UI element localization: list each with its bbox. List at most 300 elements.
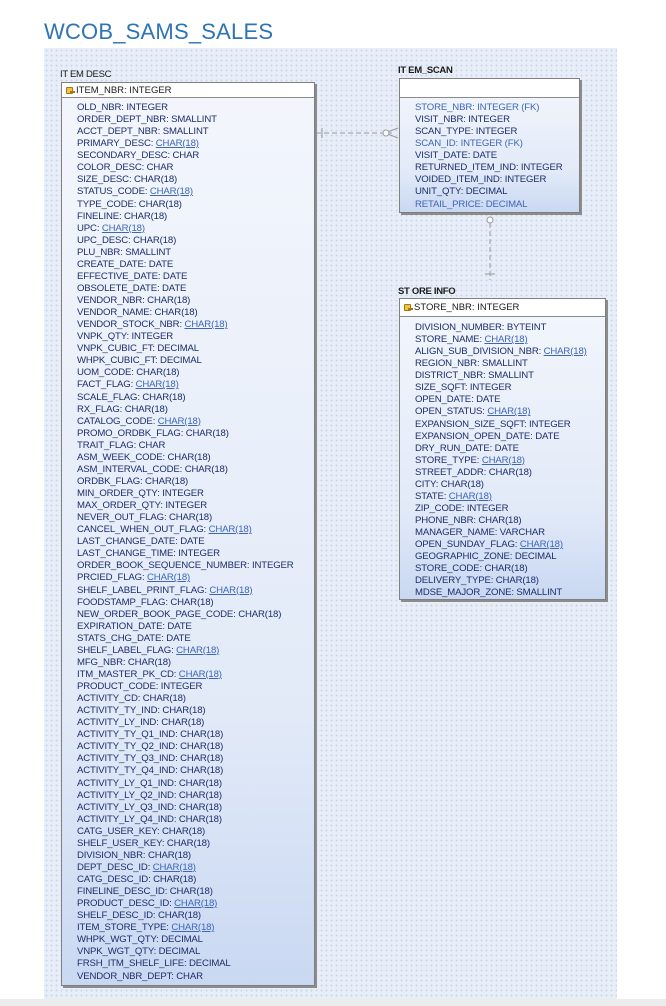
attribute-separator: : [137, 391, 143, 403]
attribute-name: ACCT_DEPT_NBR [77, 126, 158, 138]
attribute-type: CHAR(18) [168, 512, 213, 524]
attribute-type: DECIMAL [158, 946, 201, 958]
attribute-row [77, 765, 314, 777]
attribute-separator: : [489, 442, 495, 454]
attribute-name: CITY [415, 478, 436, 490]
attribute-separator: : [471, 394, 477, 406]
attribute-separator: : [538, 346, 544, 358]
attribute-name: PRIMARY_DESC [77, 138, 151, 150]
attribute-type: CHAR(18) [142, 391, 186, 403]
attribute-name: OPEN_DATE [415, 394, 472, 406]
attribute-separator: : [175, 729, 181, 741]
attribute-row [77, 379, 314, 391]
attribute-row [77, 331, 314, 343]
attribute-row [77, 898, 314, 910]
attribute-row [415, 479, 605, 491]
attribute-type: INTEGER [528, 418, 571, 430]
attribute-separator: : [179, 319, 185, 331]
attribute-separator: : [165, 596, 171, 608]
attribute-type: CHAR(18) [124, 403, 168, 415]
attribute-type: CHAR(18) [180, 753, 224, 765]
attribute-row [415, 174, 579, 186]
attribute-separator: : [167, 150, 173, 162]
attribute-separator: : [156, 825, 163, 837]
attribute-separator: : [157, 126, 163, 138]
attribute-separator: : [175, 765, 181, 777]
attribute-name: UOM_CODE [77, 367, 132, 379]
attribute-row [77, 488, 314, 500]
attribute-row [77, 850, 314, 862]
attribute-separator: : [144, 186, 150, 198]
key-icon [404, 303, 413, 312]
attribute-name: ORDBK_FLAG [77, 475, 141, 487]
attribute-row [77, 404, 314, 416]
attribute-separator: : [156, 282, 163, 294]
attribute-name: SHELF_DESC_ID [77, 910, 153, 922]
attribute-row [77, 295, 314, 307]
attribute-separator: : [479, 563, 485, 575]
attribute-row [77, 585, 314, 597]
attribute-name: PLU_NBR [77, 246, 121, 258]
attribute-name: STORE_TYPE [415, 454, 477, 466]
attribute-row [77, 862, 314, 874]
attribute-name: ACTIVITY_TY_Q1_IND [77, 729, 176, 741]
attribute-row [415, 503, 605, 515]
attribute-separator: : [175, 741, 181, 753]
attribute-type: CHAR(18) [519, 539, 563, 551]
attribute-name: VOIDED_ITEM_IND [415, 174, 500, 186]
attribute-row [415, 455, 605, 467]
entity-name-item-desc: IT EM DESC [60, 69, 112, 80]
attribute-row [77, 536, 314, 548]
attribute-separator: : [149, 307, 155, 319]
attribute-name: ACTIVITY_TY_IND [77, 705, 158, 717]
attribute-type: CHAR(18) [153, 874, 197, 885]
attribute-row [415, 539, 605, 551]
attribute-name: DIVISION_NUMBER [415, 322, 502, 333]
attribute-type: CHAR(18) [127, 656, 171, 668]
attribute-type: CHAR(18) [101, 222, 145, 234]
attribute-separator: : [204, 584, 210, 596]
attribute-type: CHAR(18) [180, 765, 224, 777]
attribute-name: OPEN_STATUS [415, 406, 483, 418]
attribute-type: CHAR(18) [487, 406, 531, 418]
attribute-separator: : [175, 753, 181, 765]
attribute-type: CHAR(18) [170, 596, 214, 608]
attribute-row [415, 358, 605, 370]
attribute-type: DATE [476, 394, 501, 406]
attribute-name: VISIT_DATE [415, 150, 468, 162]
attribute-separator: : [514, 539, 520, 551]
attribute-type: CHAR(18) [134, 174, 178, 186]
attribute-name: ACTIVITY_LY_Q4_IND [77, 813, 174, 825]
attribute-name: FRSH_ITM_SHELF_LIFE [77, 958, 184, 970]
attribute-type: CHAR(18) [180, 729, 224, 741]
attribute-name: ALIGN_SUB_DIVISION_NBR [415, 346, 539, 358]
attribute-row [77, 910, 314, 922]
attribute-type: DECIMAL [465, 186, 508, 198]
attribute-separator: : [142, 572, 148, 584]
attribute-type: CHAR(18) [174, 898, 218, 910]
attribute-name: LAST_CHANGE_TIME [77, 548, 174, 560]
attribute-separator: : [142, 849, 148, 861]
attribute-row [77, 524, 314, 536]
attribute-separator: : [164, 886, 170, 898]
attribute-separator: : [180, 427, 186, 439]
attribute-row [77, 476, 314, 488]
attribute-row [415, 186, 579, 198]
attribute-type: CHAR(18) [155, 138, 199, 150]
entity-item-scan[interactable] [399, 78, 580, 213]
attribute-type: CHAR(18) [138, 198, 182, 210]
attribute-type: CHAR(18) [238, 608, 282, 620]
attribute-name: STATE [415, 490, 444, 502]
attribute-type: DECIMAL [157, 343, 199, 355]
attribute-type: CHAR(18) [440, 478, 484, 490]
attribute-name: ACTIVITY_TY_Q4_IND [77, 765, 176, 777]
attribute-type: DATE [494, 442, 519, 454]
attribute-name: MFG_NBR [77, 656, 123, 668]
attribute-separator: : [171, 970, 177, 982]
attribute-row [77, 223, 314, 235]
attribute-name: ASM_INTERVAL_CODE [77, 463, 180, 475]
attribute-type: CHAR(18) [161, 717, 205, 729]
attribute-type: INTEGER [469, 382, 512, 394]
primary-key-text: ITEM_NBR: INTEGER [76, 84, 172, 96]
attribute-name: SHELF_LABEL_PRINT_FLAG [77, 584, 205, 596]
attribute-name: RX_FLAG [77, 403, 120, 415]
attribute-name: CATG_USER_KEY [77, 825, 157, 837]
attribute-name: UPC [77, 222, 97, 234]
attribute-row [77, 548, 314, 560]
attribute-type: CHAR(18) [176, 644, 220, 656]
attribute-separator: : [150, 138, 156, 150]
attribute-separator: : [476, 358, 482, 370]
attribute-type: CHAR(18) [543, 346, 587, 358]
attribute-type: CHAR(18) [178, 789, 222, 801]
attribute-type: CHAR(18) [157, 415, 201, 427]
attribute-row [77, 693, 314, 705]
attribute-type: CHAR(18) [178, 801, 222, 813]
attribute-row [77, 162, 314, 174]
attribute-name: GEOGRAPHIC_ZONE [415, 551, 510, 563]
attribute-name: OBSOLETE_DATE [77, 282, 157, 294]
attribute-separator: : [152, 910, 158, 922]
attribute-separator: : [460, 186, 466, 198]
attribute-name: PRODUCT_DESC_ID [77, 898, 170, 910]
attribute-name: PRODUCT_CODE [77, 681, 156, 692]
attribute-name: VNPK_WGT_QTY [77, 946, 154, 958]
attribute-row [77, 681, 314, 693]
attribute-separator: : [470, 126, 476, 138]
attribute-type: DATE [148, 258, 174, 270]
attribute-row [77, 778, 314, 790]
attribute-row [415, 346, 605, 358]
attribute-type: CHAR(18) [162, 825, 206, 837]
attribute-row [77, 259, 314, 271]
attribute-separator: : [155, 355, 161, 367]
attribute-separator: : [490, 575, 496, 587]
attribute-type: CHAR(18) [167, 451, 211, 463]
attribute-type: INTEGER (FK) [477, 102, 540, 113]
attribute-type: CHAR(18) [208, 524, 252, 536]
attribute-type: CHAR(18) [171, 922, 215, 934]
attribute-separator: : [162, 620, 168, 632]
attribute-type: CHAR [176, 970, 203, 982]
attribute-separator: : [142, 295, 148, 306]
attribute-separator: : [501, 322, 507, 333]
attribute-name: MIN_ORDER_QTY [77, 488, 158, 499]
entity-name-item-scan: IT EM_SCAN [398, 65, 453, 76]
attribute-type: DATE [472, 150, 498, 162]
primary-key-text: STORE_NBR: INTEGER [414, 302, 520, 313]
attribute-separator: : [472, 102, 478, 113]
attribute-name: ACTIVITY_LY_Q3_IND [77, 801, 174, 813]
attribute-row [415, 162, 579, 174]
attribute-separator: : [479, 334, 485, 346]
attribute-name: WHPK_WGT_QTY [77, 934, 157, 946]
attribute-type: CHAR(18) [166, 837, 210, 849]
attribute-name: VENDOR_NBR_DEPT [77, 970, 172, 982]
attribute-row [77, 802, 314, 814]
store-info-rel-end-circle [487, 217, 493, 223]
attribute-type: CHAR(18) [488, 466, 532, 478]
attribute-row [77, 814, 314, 826]
attribute-row [77, 657, 314, 669]
attribute-name: EXPIRATION_DATE [77, 620, 163, 632]
attribute-name: ACTIVITY_LY_IND [77, 717, 157, 729]
attribute-row [415, 551, 605, 563]
attribute-separator: : [153, 946, 159, 958]
attribute-name: VNPK_QTY [77, 331, 127, 343]
attribute-separator: : [179, 463, 185, 475]
primary-key-row [400, 299, 605, 317]
attribute-row [77, 126, 314, 138]
attribute-separator: : [120, 246, 126, 258]
attribute-separator: : [171, 644, 177, 656]
attribute-name: STORE_CODE [415, 563, 480, 575]
attribute-type: INTEGER [251, 560, 294, 572]
attribute-row [415, 199, 579, 211]
attribute-separator: : [133, 439, 139, 451]
attribute-name: VISIT_NBR [415, 114, 464, 126]
attribute-type: SMALLINT [125, 246, 171, 258]
attribute-row [415, 126, 579, 138]
attribute-row [77, 307, 314, 319]
attribute-type: CHAR(18) [481, 454, 525, 466]
item-scan-zero-mark [383, 130, 389, 136]
attribute-type: DECIMAL [160, 355, 202, 367]
entity-name-store-info: ST ORE INFO [398, 286, 456, 297]
attribute-type: DATE [166, 632, 191, 644]
attribute-type: DATE [167, 620, 192, 632]
attribute-name: DELIVERY_TYPE [415, 575, 491, 587]
attribute-name: STORE_NAME [415, 334, 480, 346]
attribute-type: CHAR(18) [178, 668, 222, 680]
attribute-type: CHAR(18) [162, 705, 206, 717]
attribute-type: VARCHAR [499, 527, 545, 539]
attribute-separator: : [163, 512, 169, 524]
attribute-separator: : [483, 466, 489, 478]
attribute-type: CHAR [138, 439, 166, 451]
attribute-name: FACT_FLAG [77, 379, 131, 391]
attribute-row [77, 392, 314, 404]
entity-store-info[interactable] [399, 298, 606, 600]
attribute-separator: : [530, 430, 536, 442]
attribute-row [77, 199, 314, 211]
attribute-name: MAX_ORDER_QTY [77, 500, 161, 512]
attribute-separator: : [173, 789, 179, 801]
attribute-row [77, 717, 314, 729]
attribute-row [77, 572, 314, 584]
attribute-separator: : [122, 656, 128, 668]
attribute-separator: : [233, 608, 239, 620]
attribute-separator: : [161, 837, 167, 849]
attribute-row [77, 416, 314, 428]
attribute-name: OPEN_SUNDAY_FLAG [415, 539, 515, 551]
attribute-row [77, 609, 314, 621]
attribute-name: SECONDARY_DESC [77, 150, 168, 162]
attribute-row [77, 174, 314, 186]
attribute-row [415, 491, 605, 503]
attribute-row [77, 946, 314, 958]
attribute-type: CHAR(18) [154, 307, 198, 319]
attribute-type: CHAR(18) [484, 563, 528, 575]
attribute-row [77, 440, 314, 452]
attribute-separator: : [463, 114, 469, 126]
attribute-separator: : [482, 406, 488, 418]
attribute-name: DRY_RUN_DATE [415, 442, 490, 454]
attribute-name: LAST_CHANGE_DATE [77, 536, 176, 548]
entity-item-desc[interactable] [61, 82, 315, 986]
attribute-name: NEW_ORDER_BOOK_PAGE_CODE [77, 608, 234, 620]
attribute-separator: : [183, 958, 190, 970]
attribute-name: SIZE_SQFT [415, 382, 465, 394]
attribute-type: DECIMAL [514, 551, 557, 563]
attribute-name: ACTIVITY_CD [77, 693, 138, 705]
attribute-row [415, 150, 579, 162]
attribute-type: BYTEINT [506, 322, 547, 333]
attribute-row [77, 597, 314, 609]
attribute-separator: : [166, 922, 172, 934]
attribute-type: CHAR(18) [178, 777, 222, 789]
attribute-type: CHAR(18) [178, 813, 222, 825]
attribute-name: FINELINE [77, 210, 119, 222]
attribute-separator: : [143, 258, 149, 270]
attribute-type: CHAR(18) [142, 693, 186, 705]
attribute-type: CHAR(18) [157, 910, 201, 922]
attribute-separator: : [483, 370, 489, 382]
attribute-separator: : [443, 490, 449, 502]
attribute-type: CHAR(18) [149, 186, 193, 198]
attribute-row [77, 874, 314, 886]
attribute-row [77, 428, 314, 440]
attribute-name: FOODSTAMP_FLAG [77, 596, 166, 608]
attribute-row [77, 645, 314, 657]
attribute-name: ORDER_DEPT_NBR [77, 114, 167, 126]
attribute-row [77, 705, 314, 717]
primary-key-row [62, 83, 314, 98]
attribute-row [77, 319, 314, 331]
attribute-separator: : [133, 198, 139, 210]
attribute-type: DATE [162, 282, 187, 294]
attribute-row [77, 343, 314, 355]
attribute-row [77, 512, 314, 524]
attribute-separator: : [246, 560, 252, 572]
attribute-separator: : [155, 681, 161, 692]
attribute-name: OLD_NBR [77, 102, 122, 113]
attribute-name: RETAIL_PRICE [415, 198, 481, 210]
attribute-list [400, 317, 605, 599]
attribute-type: INTEGER (FK) [460, 138, 523, 150]
attribute-type: CHAR(18) [133, 234, 177, 246]
attribute-name: CATG_DESC_ID [77, 874, 149, 885]
attribute-name: UPC_DESC [77, 234, 129, 246]
attribute-row [77, 271, 314, 283]
attribute-separator: : [435, 478, 441, 490]
attribute-row [77, 934, 314, 946]
attribute-type: CHAR(18) [169, 886, 213, 898]
attribute-row [77, 235, 314, 247]
attribute-separator: : [467, 150, 473, 162]
primary-key-row [400, 79, 579, 98]
attribute-separator: : [141, 162, 147, 174]
attribute-row [77, 247, 314, 259]
attribute-name: VNPK_CUBIC_FT [77, 343, 153, 355]
attribute-name: ORDER_BOOK_SEQUENCE_NUMBER [77, 560, 247, 572]
attribute-name: MDSE_MAJOR_ZONE [415, 587, 512, 599]
attribute-row [77, 729, 314, 741]
attribute-list [62, 98, 314, 983]
attribute-row [77, 790, 314, 802]
attribute-row [77, 560, 314, 572]
attribute-row [77, 922, 314, 934]
attribute-name: TYPE_CODE [77, 198, 134, 210]
attribute-name: ASM_WEEK_CODE [77, 451, 163, 463]
attribute-name: CANCEL_WHEN_OUT_FLAG [77, 524, 204, 536]
attribute-row [77, 741, 314, 753]
attribute-type: INTEGER [504, 174, 547, 186]
attribute-separator: : [511, 587, 517, 599]
attribute-type: INTEGER [126, 102, 168, 113]
attribute-separator: : [455, 138, 461, 150]
attribute-type: DECIMAL [161, 934, 203, 946]
attribute-row [415, 467, 605, 479]
attribute-name: TRAIT_FLAG [77, 439, 134, 451]
attribute-row [415, 114, 579, 126]
attribute-row [77, 464, 314, 476]
attribute-separator: : [499, 174, 505, 186]
attribute-name: ACTIVITY_TY_Q3_IND [77, 753, 176, 765]
attribute-row [415, 515, 605, 527]
attribute-row [77, 452, 314, 464]
attribute-row [77, 367, 314, 379]
attribute-row [415, 382, 605, 394]
attribute-row [415, 138, 579, 150]
attribute-row [77, 886, 314, 898]
attribute-separator: : [160, 500, 166, 512]
attribute-separator: : [157, 705, 163, 717]
attribute-type: INTEGER [162, 488, 204, 499]
attribute-type: CHAR(18) [124, 210, 168, 222]
attribute-row [77, 971, 314, 983]
attribute-row [77, 211, 314, 223]
attribute-separator: : [96, 222, 102, 234]
attribute-type: CHAR(18) [185, 427, 229, 439]
attribute-type: INTEGER [165, 500, 207, 512]
attribute-separator: : [156, 934, 162, 946]
attribute-name: PRCIED_FLAG [77, 572, 142, 584]
